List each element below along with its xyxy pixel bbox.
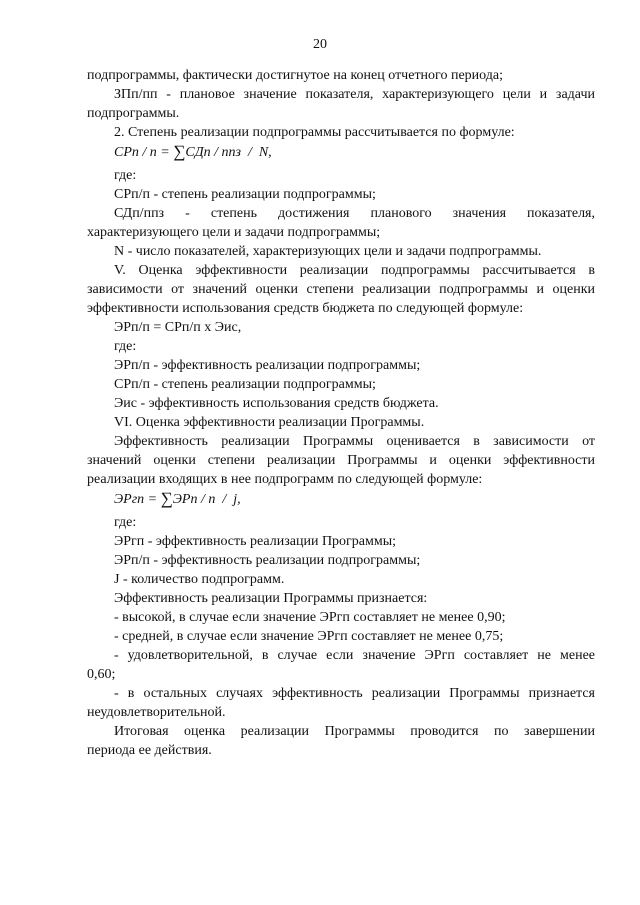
text-line: J - количество подпрограмм. <box>114 572 285 587</box>
text-line: ЭРп/п - эффективность реализации подпрограммы; <box>114 553 421 568</box>
text-line: N - число показателей, характеризующих цели и задачи подпрограммы. <box>114 244 542 259</box>
list-item: - удовлетворительной, в случае если значение ЭРгп составляет не менее <box>114 648 595 663</box>
text-line: СДп/ппз - степень достижения планового значения показателя, <box>114 206 595 221</box>
sum-symbol: ∑ <box>173 142 186 161</box>
text-line: 2. Степень реализации подпрограммы рассчитывается по формуле: <box>114 125 515 140</box>
document-body <box>87 67 595 761</box>
text-line: СРп/п - степень реализации подпрограммы; <box>114 377 376 392</box>
list-item: - средней, в случае если значение ЭРгп составляет не менее 0,75; <box>114 629 504 644</box>
formula-subprogram-degree <box>114 143 595 161</box>
text-line: Эффективность реализации Программы оценивается в зависимости от <box>114 434 595 449</box>
list-item: - в остальных случаях эффективность реализации Программы признается <box>114 686 595 701</box>
text-line: Эффективность реализации Программы признается: <box>114 591 428 606</box>
formula-program-efficiency <box>114 490 595 508</box>
formula-left: ЭРгп = <box>114 492 161 507</box>
formula-subprogram-efficiency: ЭРп/п = СРп/п х Эис, <box>114 320 242 335</box>
text-line: неудовлетворительной. <box>87 705 226 720</box>
text-line: подпрограммы. <box>87 106 180 121</box>
text-line: периода ее действия. <box>87 743 212 758</box>
text-line: ЭРгп - эффективность реализации Программы; <box>114 534 397 549</box>
formula-right: ЭРп / п / j, <box>172 492 241 507</box>
sum-symbol: ∑ <box>160 489 173 508</box>
text-line: ЭРп/п - эффективность реализации подпрограммы; <box>114 358 421 373</box>
text-line: 0,60; <box>87 667 116 682</box>
text-line: СРп/п - степень реализации подпрограммы; <box>114 187 376 202</box>
section-heading: VI. Оценка эффективности реализации Программы. <box>114 415 425 430</box>
text-line: где: <box>114 168 137 183</box>
list-item: - высокой, в случае если значение ЭРгп составляет не менее 0,90; <box>114 610 506 625</box>
page-number: 20 <box>313 37 327 52</box>
text-line: где: <box>114 339 137 354</box>
text-line: значений оценки степени реализации Программы и оценки эффективности <box>87 453 595 468</box>
text-line: зависимости от значений оценки степени реализации подпрограммы и оценки <box>87 282 595 297</box>
text-line: V. Оценка эффективности реализации подпрограммы рассчитывается в <box>114 263 595 278</box>
text-line: Эис - эффективность использования средств бюджета. <box>114 396 439 411</box>
text-line: эффективности использования средств бюджета по следующей формуле: <box>87 301 524 316</box>
text-line: ЗПп/пп - плановое значение показателя, характеризующего цели и задачи <box>114 87 595 102</box>
formula-right: СДп / ппз / N, <box>185 145 272 160</box>
text-line: где: <box>114 515 137 530</box>
text-line: характеризующего цели и задачи подпрограммы; <box>87 225 381 240</box>
text-line: реализации входящих в нее подпрограмм по следующей формуле: <box>87 472 483 487</box>
text-line: подпрограммы, фактически достигнутое на конец отчетного периода; <box>87 68 503 83</box>
formula-left: СРп / п = <box>114 145 174 160</box>
text-line: Итоговая оценка реализации Программы проводится по завершении <box>114 724 595 739</box>
